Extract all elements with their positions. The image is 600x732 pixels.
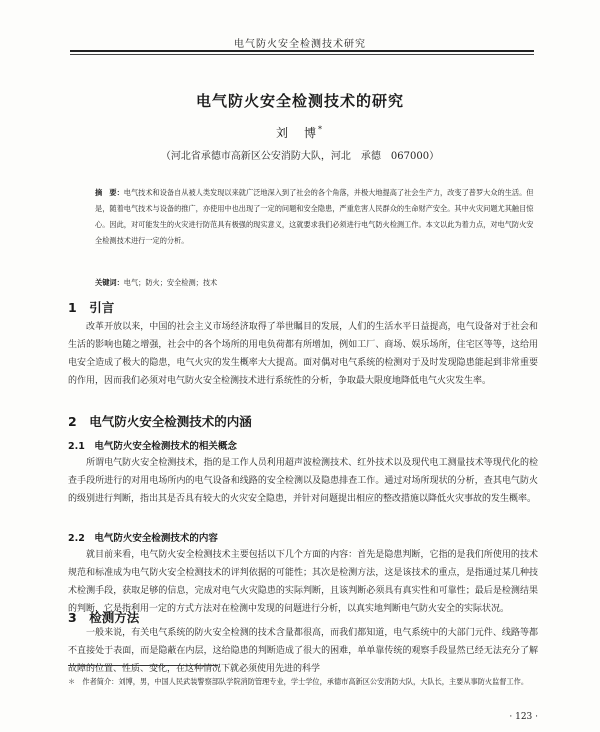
section-1-paragraph: 改革开放以来，中国的社会主义市场经济取得了举世瞩目的发展，人们的生活水平日益提高，电气设备对于社会和生活的影响也随之增强，社会中的各个场所的用电负荷都有所增加，例如工厂、商场、娱乐场所，住宅区等等，这给用电安全造成了极大的隐患，电气火灾的发生概率大大提高。面对偶对电气系统的检测对于及时发现隐患能起到非常重要的作用，因而我们必须对电气防火安全检测技术进行系统性的分析，争取最大限度地降低电气火灾发生率。 [68,322,538,386]
header-rule [70,50,534,52]
paper-title: 电气防火安全检测技术的研究 [195,92,404,110]
abstract [95,185,535,249]
section-heading-2: 2 电气防火安全检测技术的内涵 [68,414,252,429]
author-line [0,124,600,141]
subsection-2-2-paragraph: 就目前来看，电气防火安全检测技术主要包括以下几个方面的内容：首先是隐患判断，它指的是我们所使用的技术规范和标准成为电气防火安全检测技术的评判依据的可能性；其次是检测方法，这是该技术的重点，是指通过某几种技术检测手段，获取足够的信息，完成对电气火灾隐患的实际判断，且该判断必须具有真实性和可靠性；最后是检测结果的判断，它是指利用一定的方式方法对在检测中发现的问题进行分析，以真实地判断电气防火安全的实际状况。 [68,550,538,614]
abstract-label: 摘 要： [95,188,124,197]
header-rule-thin [70,54,534,55]
section-heading-3: 3 检测方法 [68,610,140,625]
running-head: 电气防火安全检测技术研究 [234,39,366,50]
subsection-heading-2-2: 2.2 电气防火安全检测技术的内容 [68,533,218,544]
section-heading-1: 1 引言 [68,300,115,315]
author-footnote-mark[interactable]: * [318,125,324,134]
subsection-2-1-paragraph: 所谓电气防火安全检测技术，指的是工作人员利用超声波检测技术、红外技术以及现代电工测量技术等现代化的检查手段所进行的对用电场所内的电气设备和线路的安全检测以及隐患排查工作。通过对场所现状的分析，查其电气防火的级别进行判断，指出其是否具有较大的火灾安全隐患，并针对问题提出相应的整改措施以降低火灾事故的发生概率。 [68,458,538,504]
author-name: 刘 博 [275,126,318,140]
keywords-text: 电气；防火；安全检测；技术 [123,278,218,287]
page-number: · 123 · [509,712,538,722]
keywords [95,278,535,288]
abstract-text: 电气技术和设备自从被人类发现以来就广泛地深入到了社会的各个角落，并极大地提高了社会生产力，改变了普罗大众的生活。但是，随着电气技术与设备的推广，亦使用中也出现了一定的问题和安全隐患，严重危害人民群众的生命财产安全。其中火灾问题尤其触目惊心。因此，对可能发生的火灾进行防范具有极强的现实意义，这就要求我们必须进行电气防火检测工作。本文以此为着力点，对电气防火安全检测技术进行一定的分析。 [95,188,534,245]
section-3-paragraph: 一般来说，有关电气系统的防火安全检测的技术含量都很高，而我们都知道，电气系统中的大部门元件、线路等都不直接处于表面，而是隐蔽在内层，这给隐患的判断造成了很大的困难，单单靠传统的观察手段显然已经无法充分了解故障的位置、性质、变化，在这种情况下就必须使用先进的科学 [68,628,538,674]
author-footnote: ＊ 作者简介：刘博，男，中国人民武装警察部队学院消防管理专业，学士学位，承德市高新区公安消防大队，大队长，主要从事防火监督工作。 [68,677,529,686]
affiliation: （河北省承德市高新区公安消防大队，河北 承德 067000） [160,151,440,162]
footnote-rule [68,665,218,666]
subsection-heading-2-1: 2.1 电气防火安全检测技术的相关概念 [68,441,237,452]
keywords-label: 关键词： [95,278,124,287]
